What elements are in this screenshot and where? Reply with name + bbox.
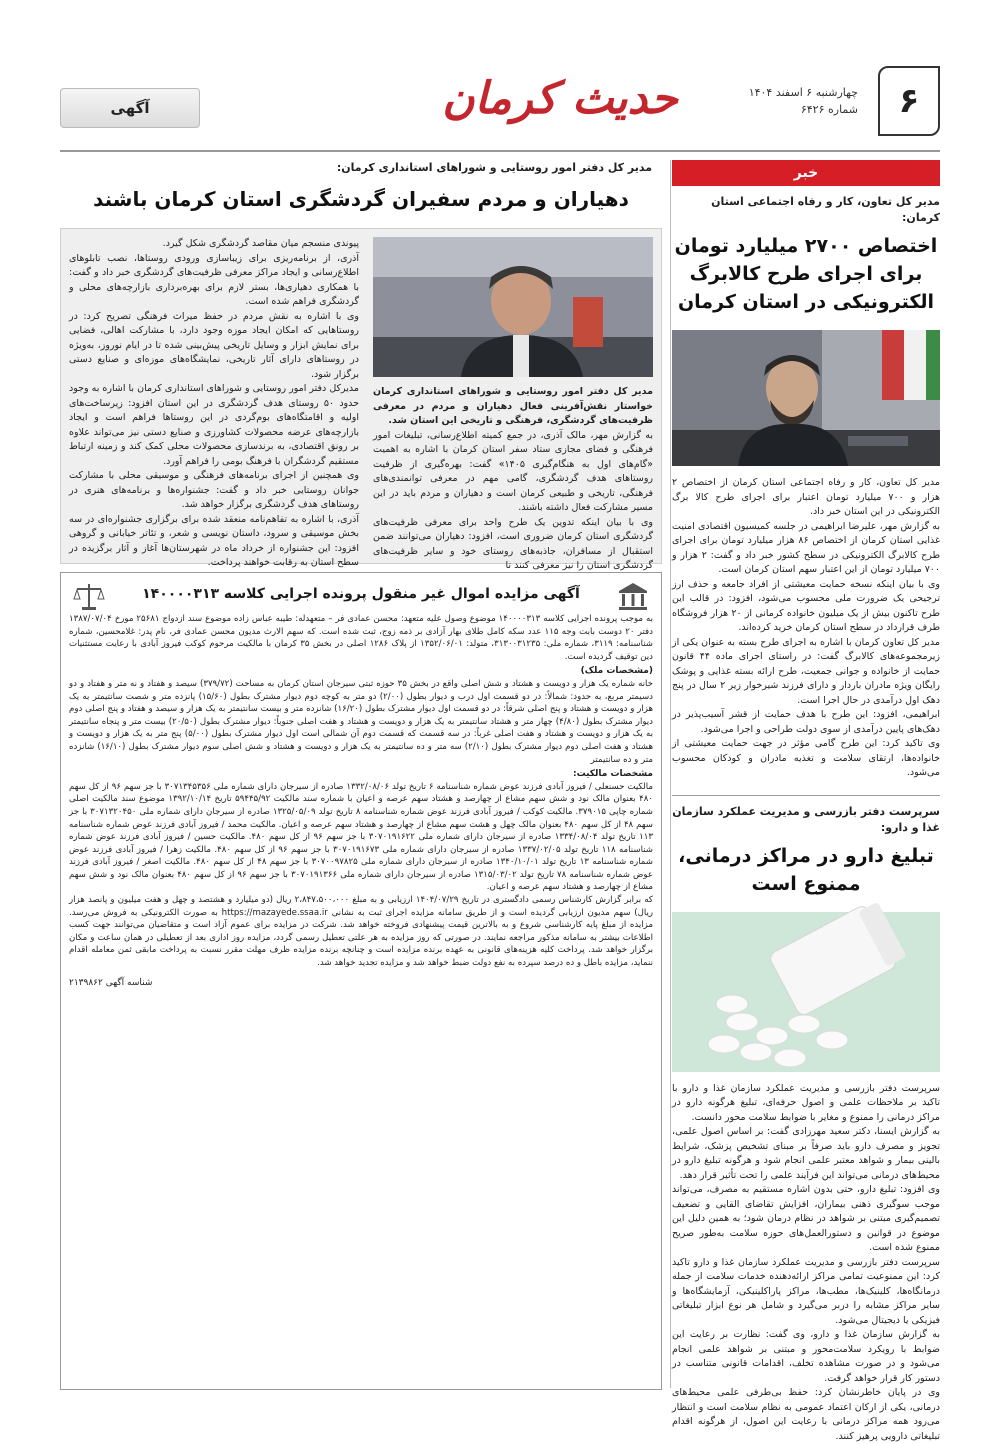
auction-intro: به موجب پرونده اجرایی کلاسه ۱۴۰۰۰۰۳۱۳ موضوع وصول علیه متعهد: محسن عمادی فر – متعهدله: طیبه عباس زاده موضوع سند ازدواج ۲۵۶۸۱ مورخ ۱۳۸۷/۰۷/۰۴ دفتر ۲۰ دوست بابت وجه ۱۱۵ عدد سکه کامل طلای بهار آزادی بر ذمه زوج، ثبت شده است. که سهم الارث مدیون محسن عمادی فر، نام پدر: غلامحسین، شماره شناسنامه: ۳۱۱۹، شماره ملی: ۳۱۳۰۰۳۱۲۳۵، متولد: ۱۳۵۲/۰۶/۰۱ از پلاک ۱۲۸۶ اصلی در بخش ۳۵ کرمان با مالکیت مرحوم کوکب فیروز آبادی با رعایت مستثنیات دین توقیف گردیده است. [69,613,653,663]
story1-photo [672,330,940,466]
feature-box [60,228,662,564]
registry-emblem-icon [613,579,653,613]
paragraph: سرپرست دفتر بازرسی و مدیریت عملکرد سازمان غذا و دارو تاکید کرد: این ممنوعیت تمامی مراکز ارائه‌دهنده خدمات سلامت از جمله درمانگاه‌ها، کلینیک‌ها، مطب‌ها، مراکز پاراکلینیکی، آزمایشگاه‌ها و سایر مراکز مشابه را دربر می‌گیرد و شامل هر نوع ابزار تبلیغاتی فیزیکی یا دیجیتال می‌شود. [672,1256,940,1329]
paragraph: به گزارش سازمان غذا و دارو، وی گفت: نظارت بر رعایت این ضوابط با رویکرد سلامت‌محور و مبتنی بر شواهد علمی انجام می‌شود و در صورت مشاهده تخلف، اقدامات قانونی متناسب در دستور کار قرار خواهد گرفت. [672,1328,940,1386]
feature-right-text [373,385,653,574]
page-number-box [878,66,940,136]
paragraph: پیوندی منسجم میان مقاصد گردشگری شکل گیرد. [69,237,359,252]
scales-of-justice-icon [69,579,109,613]
paragraph: وی همچنین از اجرای برنامه‌های فرهنگی و موسیقی محلی با مشارکت جوانان روستایی خبر داد و گفت: جشنواره‌ها و برنامه‌های هنری در روستاهای هدف گردشگری برگزار خواهد شد. [69,469,359,513]
auction-notice [60,572,662,1390]
auction-body [69,613,653,970]
column-divider [670,160,671,1388]
paragraph: وی افزود: تبلیغ دارو، حتی بدون اشاره مستقیم به مصرف، می‌تواند موجب سوگیری ذهنی بیماران، افزایش تقاضای القایی و تضعیف تصمیم‌گیری مبتنی بر شواهد در نظام درمان شود؛ به همین دلیل این موضوع در قوانین و دستورالعمل‌های حوزه سلامت به‌طور صریح ممنوع شده است. [672,1183,940,1256]
terms-text: که برابر گزارش کارشناس رسمی دادگستری در تاریخ ۱۴۰۴/۰۷/۲۹ ارزیابی و به مبلغ ۲،۸۴۷،۵۰۰،۰۰۰ ریال (دو میلیارد و هشتصد و چهل و هفت میلیون و پانصد هزار ریال) سهم مدیون ارزیابی گردیده است و از طریق سامانه مزایده اجرای ثبت به نشانی https://mazayede.ssaa.ir به صورت الکترونیکی به فروش می‌رسد. مزایده از مبلغ پایه کارشناسی شروع و به بالاترین قیمت پیشنهادی فروخته خواهد شد. شرکت در مزایده برای عموم آزاد است و متقاضیان می‌توانند جهت کسب اطلاعات بیشتر به سامانه مذکور مراجعه نمایند. در صورتی که روز مزایده به هر علتی تعطیل رسمی گردد، مزایده روز اداری بعد از تعطیلی در همان ساعت و مکان برگزار خواهد شد. پرداخت کلیه هزینه‌های قانونی به عهده برنده مزایده است و چنانچه برنده مزایده ظرف مهلت مقرر نسبت به پرداخت مابقی ثمن معامله اقدام ننماید، مزایده باطل و ده درصد سپرده به نفع دولت ضبط خواهد شد و مزایده تجدید خواهد شد. [69,894,653,970]
paragraph: وی با اشاره به نقش مردم در حفظ میراث فرهنگی تصریح کرد: در روستاهایی که امکان ایجاد موزه وجود دارد، با مشارکت اهالی، فضایی برای نمایش ابزار و وسایل تاریخی پیش‌بینی شده تا در ایام نوروز، به‌ویژه در روستاهای دارای آثار تاریخی، نمایشگاه‌های موزه‌ای و صنایع دستی برگزار شود. [69,310,359,383]
category-label: آگهی [111,99,150,117]
feature-right-col [373,237,653,555]
feature-kicker: مدیر کل دفتر امور روستایی و شوراهای استانداری کرمان: [60,160,662,176]
header-rule [60,150,940,152]
paragraph: مدیرکل دفتر امور روستایی و شوراهای استانداری کرمان با اشاره به وجود حدود ۵۰ روستای هدف گردشگری در این استان افزود: زیرساخت‌های اولیه و اقامتگاه‌های بوم‌گردی در این روستاها فراهم است و ایجاد بازارچه‌های عرضه محصولات کشاورزی و صنایع دستی نیز می‌تواند علاوه بر رونق اقتصادی، به برندسازی محصولات محلی کمک کند و زمینه ارتباط مستقیم گردشگران با فرهنگ بومی را فراهم آورد. [69,382,359,469]
paragraph: مدیر کل تعاون کرمان با اشاره به اجرای طرح بسته به عنوان یکی از زیرمجموعه‌های کالابرگ گفت: در راستای اجرای ماده ۴۴ قانون حمایت از خانواده و جوانی جمعیت، طرح ارائه بسته غذایی و پوشک رایگان ویژه مادران باردار و دارای فرزند شیرخوار زیر ۲ سال در پنج دهک اول درآمدی در حال اجرا است. [672,636,940,709]
paragraph: به گزارش مهر، علیرضا ابراهیمی در جلسه کمیسیون اقتصادی امنیت غذایی استان کرمان از اختصاص ۸۶ هزار میلیارد تومان برای اجرای طرح کالابرگ الکترونیکی در سطح کشور خبر داد و گفت: ۲ هزار و ۷۰۰ میلیارد تومان از این اعتبار سهم استان کرمان است. [672,520,940,578]
category-box [60,88,200,128]
date-block [749,84,858,118]
story2-photo [672,912,940,1072]
paragraph: مدیر کل تعاون، کار و رفاه اجتماعی استان کرمان از اختصاص ۲ هزار و ۷۰۰ میلیارد تومان اعتبار برای اجرای طرح کالا برگ الکترونیکی در این استان خبر داد. [672,476,940,520]
story2-headline: تبلیغ دارو در مراکز درمانی، ممنوع است [672,842,940,898]
newspaper-logo [440,58,680,138]
story1-headline: اختصاص ۲۷۰۰ میلیارد تومان برای اجرای طرح کالابرگ الکترونیکی در استان کرمان [672,232,940,316]
section-bar [672,160,940,186]
paragraph: آذری، از برنامه‌ریزی برای زیباسازی ورودی روستاها، نصب تابلوهای اطلاع‌رسانی و ایجاد مراکز معرفی ظرفیت‌های گردشگری خبر داد و گفت: با همکاری دهیاری‌ها، بستر لازم برای بهره‌برداری بازارچه‌های محلی و گردشگری فراهم شده است. [69,252,359,310]
story-divider [672,795,940,796]
paragraph: ابراهیمی، افزود: این طرح با هدف حمایت از قشر آسیب‌پذیر در دهک‌های پایین درآمدی از سوی دولت طراحی و اجرا می‌شود. [672,708,940,737]
story1-body [672,476,940,781]
section-label: خبر [794,165,819,181]
feature-left-col [69,237,359,555]
logo-text: حدیث کرمان [442,73,678,124]
feature-story [60,160,662,562]
auction-title: آگهی مزایده اموال غیر منقول پرونده اجرایی کلاسه ۱۴۰۰۰۰۳۱۳ [69,579,653,609]
feature-photo [373,237,653,377]
spec-text: خانه شماره یک هزار و دویست و هشتاد و شش اصلی واقع در بخش ۳۵ حوزه ثبتی سیرجان استان کرمان به مساحت (۳۷۹/۷۲) سیصد و هفتاد و نه متر و هفتاد و دو دسیمتر مربع، به حدود: شمالاً: در دو قسمت اول درب و دیوار بطول (۲/۰۰) دو متر به کوچه دوم دیوار مشترک بطول (۱۵/۶۰) پانزده متر و شصت سانتیمتر به یک هزار و دویست و هشتاد و پنج اصلی شرقاً: در دو قسمت اول دیوار مشترک بطول (۱۶/۲۰) شانزده متر و بیست سانتیمتر به یک هزار و سیصد و هفتاد و پنج اصلی دوم دیوار مشترک بطول (۴/۸۰) چهار متر و هشتاد سانتیمتر به یک هزار و دویست و هشتاد و هفت اصلی جنوباً: دیوار مشترک بطول (۲۰/۵۰) بیست متر و پنجاه سانتیمتر به یک هزار و دویست و هشتاد و هفت اصلی غرباً: در سه قسمت که قسمت دوم آن شمالی است اول دیوار مشترک بطول (۵/۰۰) پنج متر به یک هزار و دویست و هشتاد و هفت اصلی دوم دیوار مشترک بطول (۲/۱۰) سه متر و ده سانتیمتر به یک هزار و دویست و هشتاد و شش اصلی سوم دیوار مشترک بطول (۱۶/۱۰) شانزده متر و ده سانتیمتر [69,678,653,766]
issue-line: شماره ۶۴۲۶ [749,101,858,118]
paragraph: سرپرست دفتر بازرسی و مدیریت عملکرد سازمان غذا و دارو با تاکید بر ملاحظات علمی و اصول حرفه‌ای، تبلیغ هرگونه دارو در مراکز درمانی را ممنوع و مغایر با ضوابط سلامت محور دانست. [672,1082,940,1126]
notice-number: شناسه آگهی ۲۱۳۹۸۶۲ [69,978,653,988]
lead-paragraph: مدیر کل دفتر امور روستایی و شوراهای استانداری کرمان خواستار نقش‌آفرینی فعال دهیاران و مردم در معرفی ظرفیت‌های گردشگری، فرهنگی و تاریخی این استان شد. [373,385,653,429]
date-line: چهارشنبه ۶ اسفند ۱۴۰۴ [749,84,858,101]
owners-text: مالکیت حسنعلی / فیروز آبادی فرزند عوض شماره شناسنامه ۶ تاریخ تولد ۱۳۳۲/۰۸/۰۶ صادره از سیرجان دارای شماره ملی ۳۰۷۱۳۴۵۳۵۶ با جز سهم ۹۶ از کل سهم ۴۸۰ بعنوان مالک نود و شش سهم مشاع از چهارصد و هشتاد سهم عرصه و اعیان با شماره سند مالکیت ۵۹۴۴۵/۹۲ تاریخ ۱۳۹۲/۱۰/۱۴ موضوع سند مالکیت اصلی شماره چاپی ۳۷۹۰۱۵. مالکیت کوکب / فیروز آبادی فرزند عوض شماره شناسنامه ۸ تاریخ تولد ۱۳۲۵/۰۵/۰۹ صادره از سیرجان دارای شماره ملی ۳۰۷۱۳۲۰۴۵۰ با جز سهم ۴۸ از کل سهم ۴۸۰ بعنوان مالک چهل و هشت سهم مشاع از چهارصد و هشتاد سهم عرصه و اعیان. مالکیت محمد / فیروز آبادی فرزند عوض شماره شناسنامه ۱۱۳ تاریخ تولد ۱۳۳۴/۰۸/۰۴ صادره از سیرجان دارای شماره ملی ۳۰۷۰۱۹۱۶۲۲ با جز سهم ۹۶ از کل سهم ۴۸۰. مالکیت حسین / فیروز آبادی فرزند عوض شماره شناسنامه ۱۱۸ تاریخ تولد ۱۳۳۷/۰۲/۰۵ صادره از سیرجان دارای شماره ملی ۳۰۷۰۱۹۱۶۷۳ با جز سهم ۹۶ از کل سهم ۴۸۰. مالکیت زهرا / فیروز آبادی فرزند عوض شماره شناسنامه ۱۳ تاریخ تولد ۱۳۴۰/۱۰/۰۱ صادره از سیرجان دارای شماره ملی ۳۰۷۰۰۹۷۸۲۵ با جز سهم ۴۸ از کل سهم ۴۸۰. مالکیت اصغر / فیروز آبادی فرزند عوض شماره شناسنامه ۷۸ تاریخ تولد ۱۳۱۵/۰۳/۰۲ صادره از سیرجان دارای شماره ملی ۳۰۷۰۱۹۱۳۶۶ با جز سهم ۹۶ از کل سهم ۴۸۰ بعنوان مالک نود و شش سهم مشاع از چهارصد و هشتاد سهم عرصه و اعیان. [69,781,653,894]
page-number: ۶ [899,81,920,121]
paragraph: وی در پایان خاطرنشان کرد: حفظ بی‌طرفی علمی محیط‌های درمانی، یکی از ارکان اعتماد عمومی به نظام سلامت است و انتظار می‌رود همه مراکز درمانی با رعایت این اصول، از هرگونه اقدام تبلیغاتی دارویی پرهیز کنند. [672,1386,940,1444]
owners-heading: مشخصات مالکیت: [69,768,653,781]
paragraph: وی تاکید کرد: این طرح گامی مؤثر در جهت حمایت معیشتی از خانواده‌ها، ارتقای سلامت و تغذیه مادران و کودکان محسوب می‌شود. [672,737,940,781]
paragraph: به گزارش ایسنا، دکتر سعید مهرزادی گفت: بر اساس اصول علمی، تجویز و مصرف دارو باید صرفاً بر مبنای تشخیص پزشک، شرایط بالینی بیمار و شواهد معتبر علمی انجام شود و هرگونه تبلیغ دارو در محیط‌های درمانی می‌تواند این فرآیند علمی را تحت تأثیر قرار دهد. [672,1125,940,1183]
news-column [672,160,940,1390]
story2-kicker: سرپرست دفتر بازرسی و مدیریت عملکرد سازمان غذا و دارو: [672,804,940,836]
feature-headline: دهیاران و مردم سفیران گردشگری استان کرمان باشند [60,184,662,214]
auction-header [69,579,653,613]
story1-kicker: مدیر کل تعاون، کار و رفاه اجتماعی استان کرمان: [672,194,940,226]
spec-heading: (مشخصات ملک) [69,665,653,678]
paragraph: آذری، با اشاره به تفاهم‌نامه منعقد شده برای برگزاری جشنواره‌ای در سه بخش موسیقی و سرود، داستان نویسی و شعر، و تئاتر خیابانی و گروهی افزود: این جشنواره از خرداد ماه در شهرستان‌ها آغاز و آثار برگزیده در سطح استان به رقابت خواهند پرداخت. [69,513,359,571]
paragraph: به گزارش مهر، مالک آذری، در جمع کمیته اطلاع‌رسانی، تبلیغات امور فرهنگی و فضای مجازی ستاد سفر استان کرمان با اشاره به اهمیت «گام‌های اول به هنگام‌گیری ۱۴۰۵» گفت: بهره‌گیری از ظرفیت روستاهای هدف گردشگری، گامی مهم در معرفی توانمندی‌های فرهنگی، تاریخی و طبیعی کرمان است و دهیاران و مردم باید در این مسیر مشارکت فعال داشته باشند. [373,429,653,516]
story2-body [672,1082,940,1444]
paragraph: وی با بیان اینکه تدوین یک طرح واحد برای معرفی ظرفیت‌های گردشگری استان کرمان ضروری است، افزود: دهیاران می‌توانند ضمن استقبال از مسافران، جاذبه‌های روستای خود و سایر ظرفیت‌های گردشگری استان را نیز معرفی کنند تا [373,516,653,574]
paragraph: وی با بیان اینکه نسخه حمایت معیشتی از افراد جامعه و حذف ارز ترجیحی یک ضرورت ملی محسوب می‌شود، افزود: در قالب این طرح تاکنون بیش از یک میلیون خانواده کرمانی از ۲۰ هزار فروشگاه طرف قرارداد در سطح استان کرمان خرید کرده‌اند. [672,578,940,636]
page-header [60,58,940,150]
